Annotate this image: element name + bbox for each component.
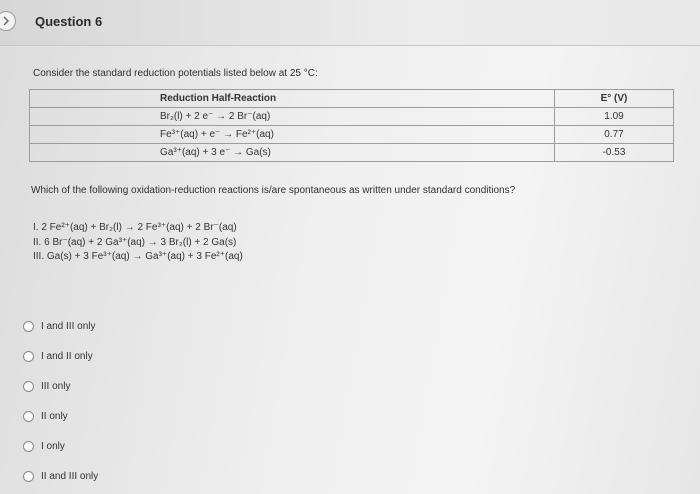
- option-label: II only: [41, 410, 68, 422]
- half-reaction: Ga³⁺(aq) + 3 e⁻ → Ga(s): [30, 144, 555, 162]
- option-label: I and III only: [41, 320, 96, 332]
- potential-value: 1.09: [555, 108, 674, 126]
- option-label: II and III only: [41, 470, 99, 482]
- table-header-row: [30, 90, 674, 108]
- option-label: I and II only: [41, 350, 93, 362]
- table-row: [30, 144, 674, 162]
- question-prompt: Consider the standard reduction potentials listed below at 25 °C:: [33, 68, 318, 79]
- reaction-item: I. 2 Fe²⁺(aq) + Br₂(l) → 2 Fe³⁺(aq) + 2 Br⁻(aq): [33, 222, 237, 233]
- radio-button[interactable]: [23, 321, 34, 332]
- reaction-list: [33, 221, 243, 265]
- question-title: Question 6: [35, 14, 103, 29]
- radio-button[interactable]: [23, 381, 34, 392]
- answer-option[interactable]: [23, 431, 98, 461]
- answer-option[interactable]: [23, 341, 98, 371]
- option-label: I only: [41, 440, 65, 452]
- radio-button[interactable]: [23, 351, 34, 362]
- answer-options: [23, 311, 98, 491]
- table-row: [30, 126, 674, 144]
- half-reaction: Br₂(l) + 2 e⁻ → 2 Br⁻(aq): [30, 108, 555, 126]
- question-text: Which of the following oxidation-reduction reactions is/are spontaneous as written under standard conditions?: [31, 185, 516, 196]
- question-header: [0, 0, 700, 46]
- answer-option[interactable]: [23, 401, 98, 431]
- answer-option[interactable]: [23, 461, 98, 491]
- chevron-right-icon: [1, 16, 11, 26]
- header-reaction: Reduction Half-Reaction: [30, 90, 555, 108]
- collapse-button[interactable]: [0, 11, 16, 31]
- radio-button[interactable]: [23, 471, 34, 482]
- reaction-item: II. 6 Br⁻(aq) + 2 Ga³⁺(aq) → 3 Br₂(l) + 2 Ga(s): [33, 236, 237, 248]
- potential-value: -0.53: [555, 144, 674, 162]
- reduction-potentials-table: [29, 89, 674, 162]
- header-potential: E° (V): [555, 90, 674, 108]
- potential-value: 0.77: [555, 126, 674, 144]
- table-row: [30, 108, 674, 126]
- answer-option[interactable]: [23, 311, 98, 341]
- option-label: III only: [41, 380, 71, 392]
- radio-button[interactable]: [23, 411, 34, 422]
- answer-option[interactable]: [23, 371, 98, 401]
- half-reaction: Fe³⁺(aq) + e⁻ → Fe²⁺(aq): [30, 126, 555, 144]
- reaction-item: III. Ga(s) + 3 Fe³⁺(aq) → Ga³⁺(aq) + 3 Fe²⁺(aq): [33, 251, 243, 262]
- radio-button[interactable]: [23, 441, 34, 452]
